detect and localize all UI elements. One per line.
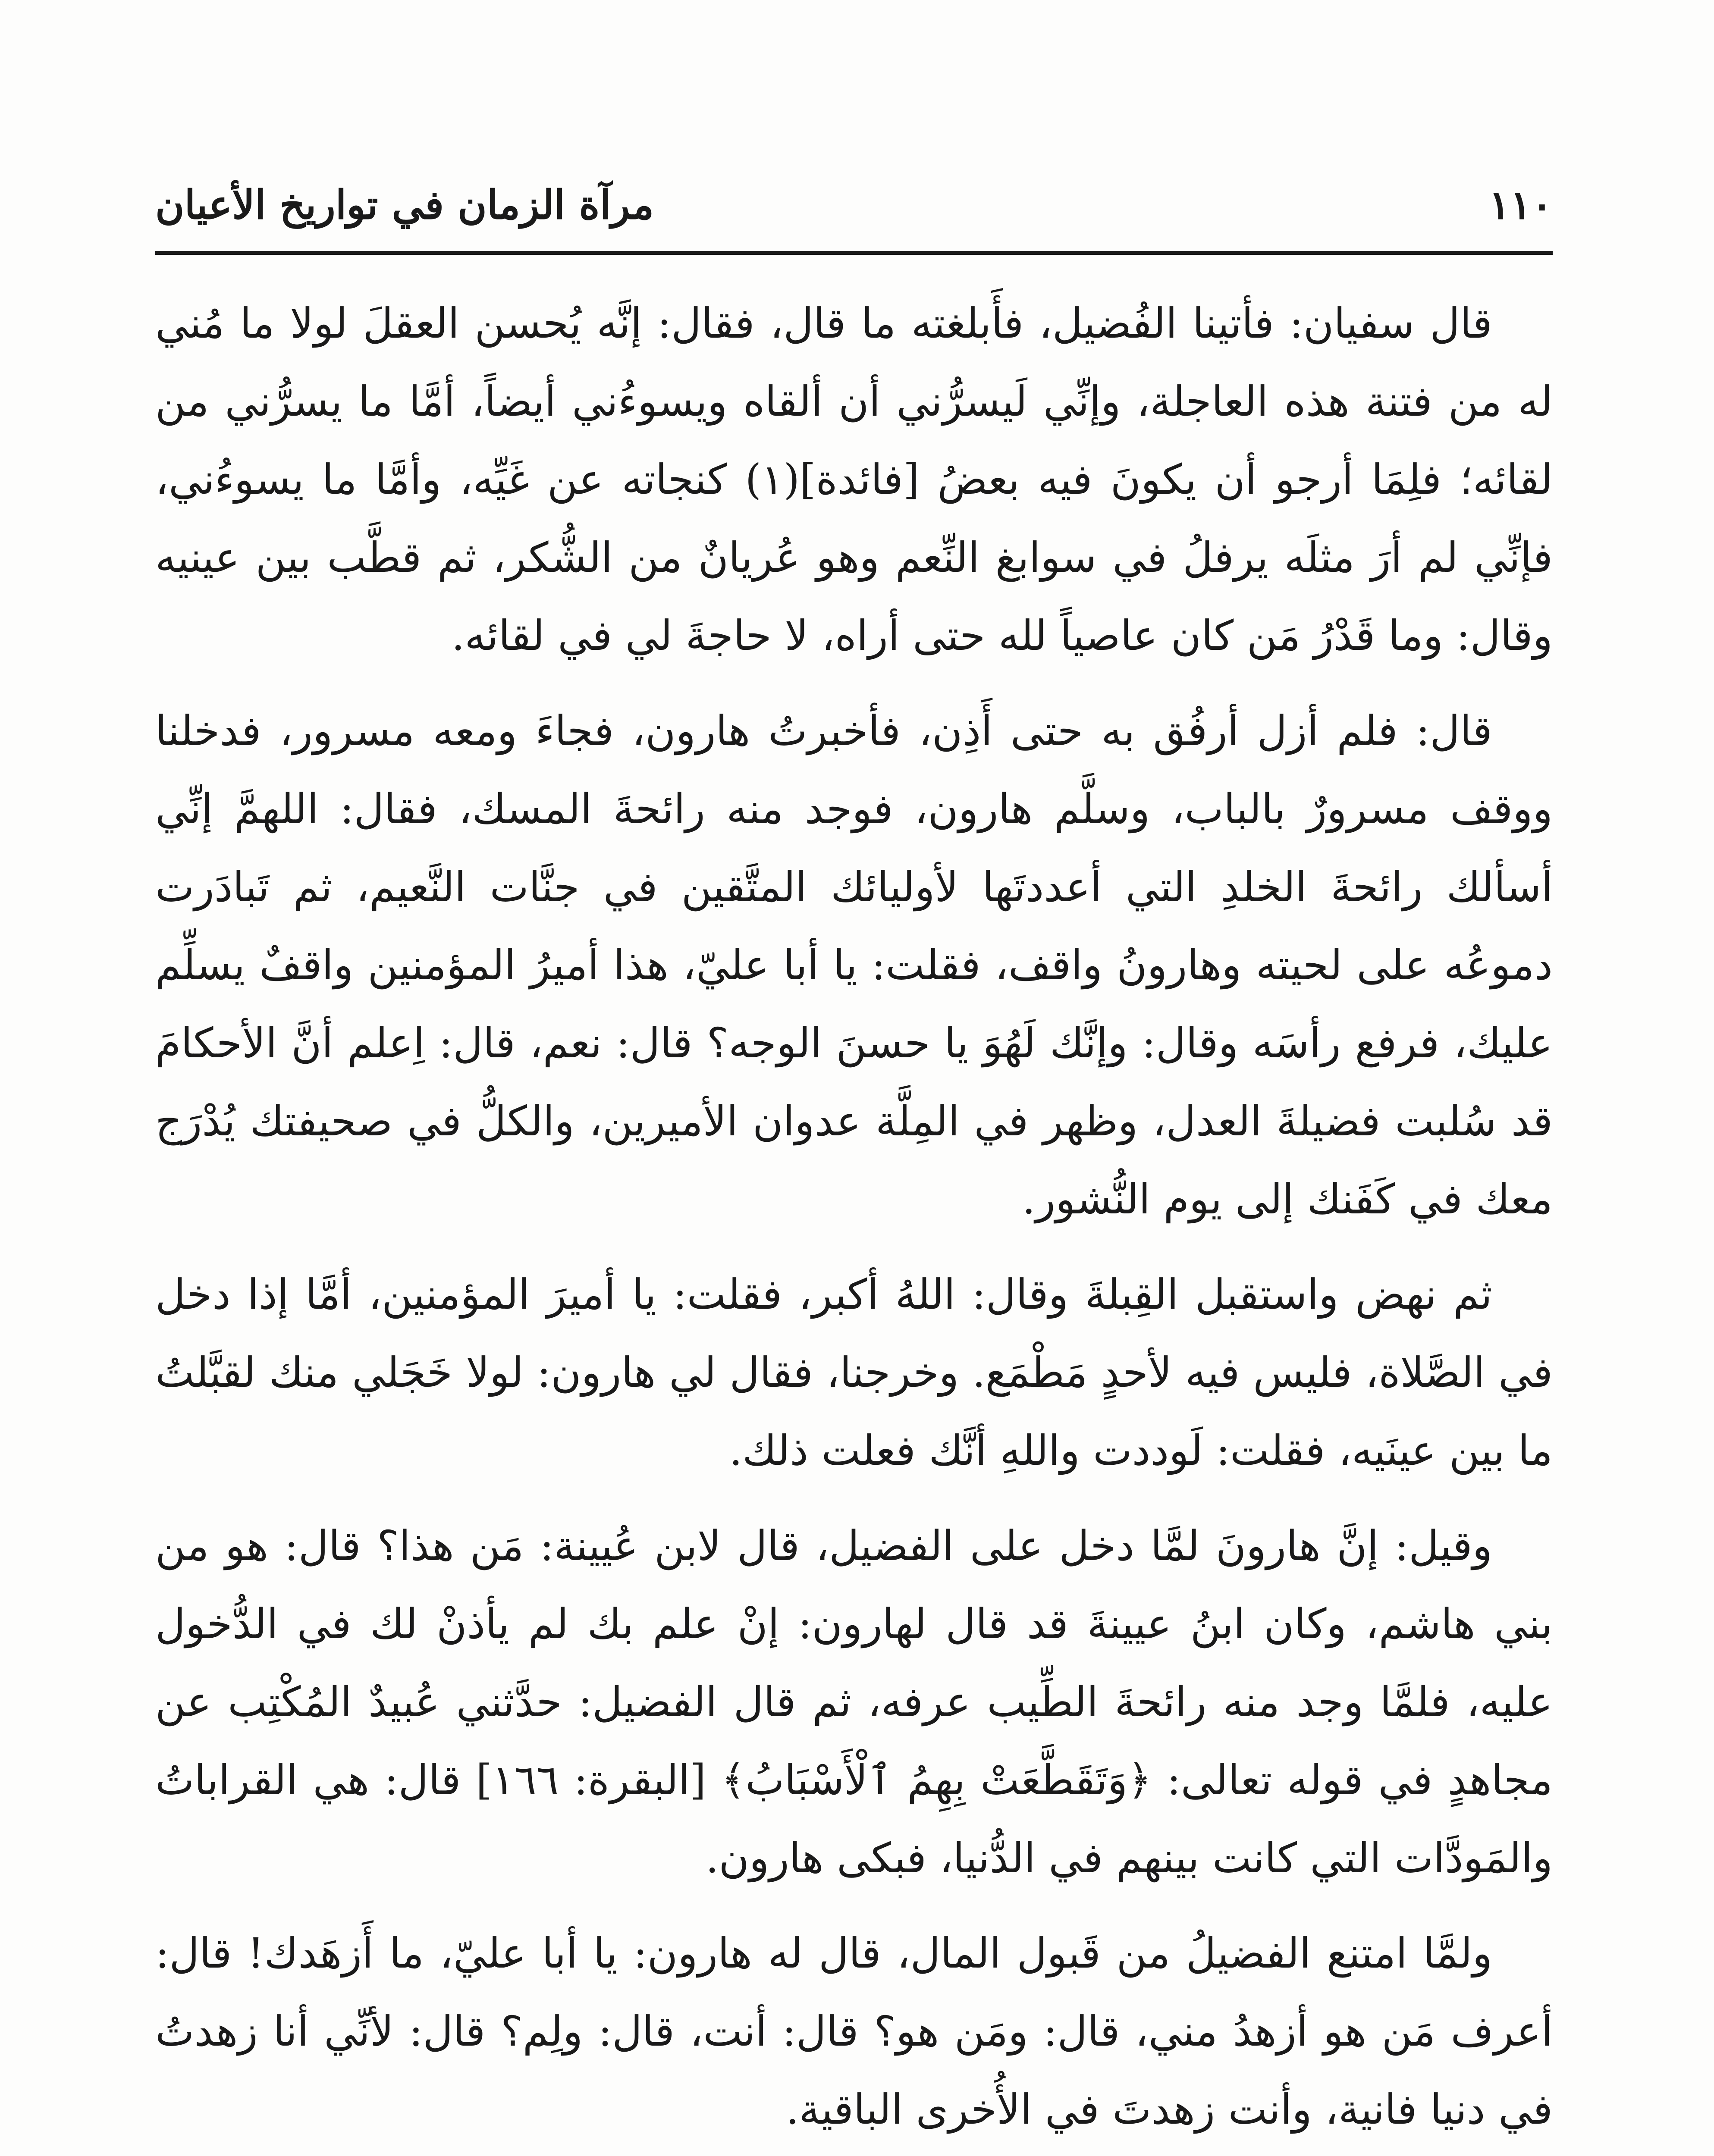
paragraph: قال سفيان: فأتينا الفُضيل، فأَبلغته ما قال، فقال: إنَّه يُحسن العقلَ لولا ما مُني له من فتنة هذه العاجلة، وإنِّي لَيسرُّني أن ألقاه ويسوءُني أيضاً، أمَّا ما يسرُّني من لقائه؛ فلِمَا أرجو أن يكونَ فيه بعضُ [فائدة](١) كنجاته عن غَيِّه، وأمَّا ما يسوءُني، فإنِّي لم أرَ مثلَه يرفلُ في سوابغ النِّعم وهو عُريانٌ من الشُّكر، ثم قطَّب بين عينيه وقال: وما قَدْرُ مَن كان عاصياً لله حتى أراه، لا حاجةَ لي في لقائه. bbox=[155, 299, 1553, 660]
paragraph: ولمَّا امتنع الفضيلُ من قَبول المال، قال له هارون: يا أبا عليّ، ما أَزهَدك! قال: أعرف مَن هو أزهدُ مني، قال: ومَن هو؟ قال: أنت، قال: ولِم؟ قال: لأنِّي أنا زهدتُ في دنيا فانية، وأنت زهدتَ في الأُخرى الباقية. bbox=[155, 1929, 1553, 2134]
page-number: ١١٠ bbox=[1488, 182, 1553, 228]
running-title: مرآة الزمان في تواريخ الأعيان bbox=[155, 182, 654, 228]
paragraph: وقيل: إنَّ هارونَ لمَّا دخل على الفضيل، قال لابن عُيينة: مَن هذا؟ قال: هو من بني هاشم، وكان ابنُ عيينةَ قد قال لهارون: إنْ علم بك لم يأذنْ لك في الدُّخول عليه، فلمَّا وجد منه رائحةَ الطِّيب عرفه، ثم قال الفضيل: حدَّثني عُبيدٌ المُكْتِب عن مجاهدٍ في قوله تعالى: ﴿وَتَقَطَّعَتْ بِهِمُ ٱلْأَسْبَابُ﴾ [البقرة: ١٦٦] قال: هي القراباتُ والمَودَّات التي كانت بينهم في الدُّنيا، فبكى هارون. bbox=[155, 1522, 1553, 1882]
main-text bbox=[155, 285, 1553, 2156]
page-header bbox=[155, 172, 1553, 246]
paragraph: قال: فلم أزل أرفُق به حتى أَذِن، فأخبرتُ هارون، فجاءَ ومعه مسرور، فدخلنا ووقف مسرورٌ بالباب، وسلَّم هارون، فوجد منه رائحةَ المسك، فقال: اللهمَّ إنِّي أسألك رائحةَ الخلدِ التي أعددتَها لأوليائك المتَّقين في جنَّات النَّعيم، ثم تَبادَرت دموعُه على لحيته وهارونُ واقف، فقلت: يا أبا عليّ، هذا أميرُ المؤمنين واقفٌ يسلِّم عليك، فرفع رأسَه وقال: وإنَّك لَهُوَ يا حسنَ الوجه؟ قال: نعم، قال: اِعلم أنَّ الأحكامَ قد سُلبت فضيلةَ العدل، وظهر في المِلَّة عدوان الأميرين، والكلُّ في صحيفتك يُدْرَج معك في كَفَنك إلى يوم النُّشور. bbox=[155, 707, 1553, 1223]
paragraph: ثم نهض واستقبل القِبلةَ وقال: اللهُ أكبر، فقلت: يا أميرَ المؤمنين، أمَّا إذا دخل في الصَّلاة، فليس فيه لأحدٍ مَطْمَع. وخرجنا، فقال لي هارون: لولا خَجَلي منك لقبَّلتُ ما بين عينَيه، فقلت: لَوددت واللهِ أنَّك فعلت ذلك. bbox=[155, 1270, 1553, 1475]
header-divider bbox=[155, 251, 1553, 255]
